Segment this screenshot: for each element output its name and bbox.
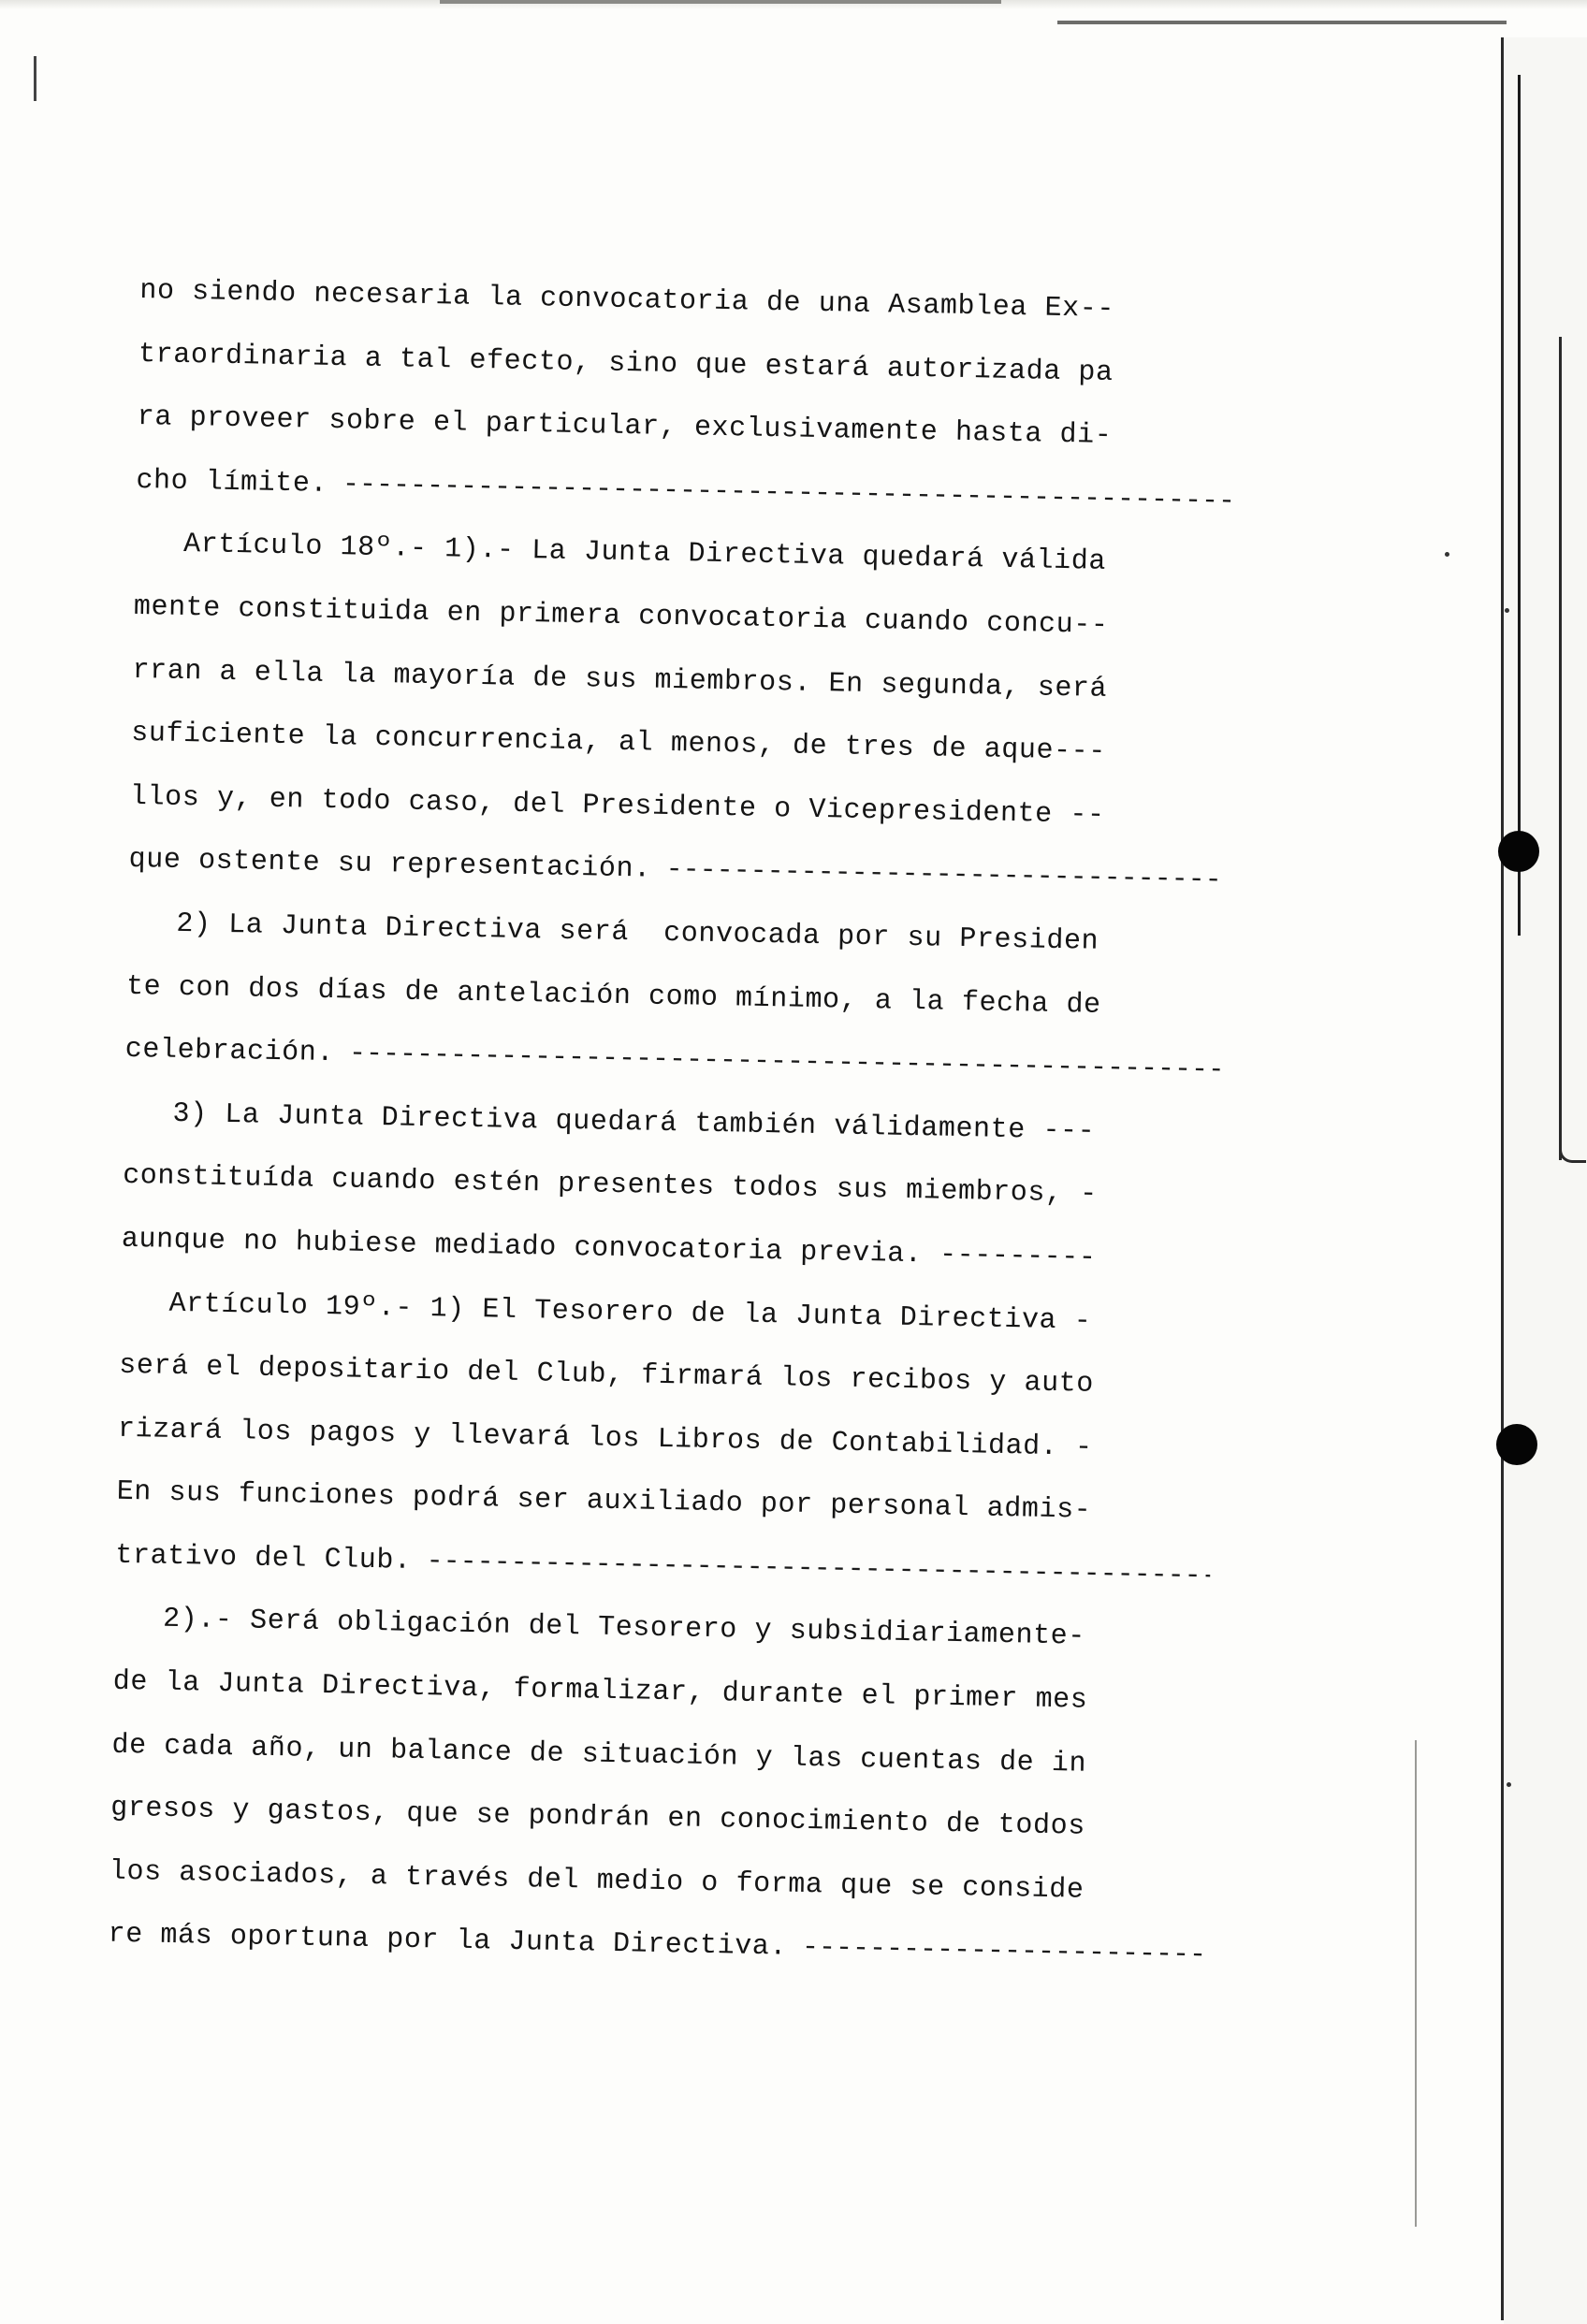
line-text: no siendo necesaria la convocatoria de una Asamblea Ex--	[139, 274, 1115, 326]
underlying-sheet	[1504, 37, 1587, 2324]
line-text: Artículo 18º.- 1).- La Junta Directiva quedará válida	[182, 529, 1107, 579]
punch-hole	[1498, 831, 1539, 872]
line-text: mente constituida en primera convocatoria cuando concu--	[133, 590, 1109, 642]
line-text: 3) La Junta Directiva quedará también válidamente ---	[172, 1097, 1096, 1148]
line-text: trativo del Club.	[115, 1539, 412, 1577]
margin-mark	[34, 56, 36, 101]
paper-top-shadow	[1057, 21, 1507, 24]
dash-filler	[801, 1917, 1203, 1988]
line-text: rran a ella la mayoría de sus miembros. En segunda, será	[132, 654, 1108, 705]
line-text: constituída cuando estén presentes todos sus miembros, -	[122, 1160, 1099, 1212]
document-body	[108, 260, 1235, 1988]
page-edge-line	[1501, 37, 1504, 2320]
paper-top-shadow	[440, 0, 1001, 4]
punch-hole	[1496, 1424, 1537, 1465]
binding-clip	[1559, 337, 1562, 1160]
line-text: gresos y gastos, que se pondrán en conocimiento de todos	[109, 1792, 1086, 1843]
line-text: Artículo 19º.- 1) El Tesorero de la Junta Directiva -	[168, 1287, 1092, 1338]
line-text: re más oportuna por la Junta Directiva.	[108, 1919, 788, 1965]
ink-speck	[1505, 608, 1509, 613]
line-text: 2) La Junta Directiva será convocada por su Presiden	[176, 908, 1099, 958]
line-text: aunque no hubiese mediado convocatoria previa. ---------	[121, 1223, 1097, 1274]
binding-clip	[1518, 75, 1521, 936]
line-text: llos y, en todo caso, del Presidente o Vicepresidente --	[129, 780, 1105, 832]
binding-clip-hook	[1559, 1104, 1586, 1163]
line-text: cho límite.	[136, 464, 328, 501]
dash-filler	[665, 839, 1224, 913]
line-text: rizará los pagos y llevará los Libros de Contabilidad. -	[117, 1413, 1093, 1464]
ink-speck	[1445, 552, 1449, 557]
line-text: ra proveer sobre el particular, exclusivamente hasta di-	[137, 401, 1113, 453]
line-text: En sus funciones podrá ser auxiliado por personal admis-	[116, 1476, 1092, 1528]
line-text: de cada año, un balance de situación y las cuentas de in	[111, 1729, 1087, 1780]
line-text: que ostente su representación.	[128, 844, 652, 886]
ink-speck	[1507, 1782, 1511, 1787]
line-text: celebración.	[124, 1033, 335, 1070]
line-text: suficiente la concurrencia, al menos, de tres de aque---	[130, 718, 1107, 769]
line-text: los asociados, a través del medio o forma que se conside	[109, 1855, 1085, 1907]
line-text: te con dos días de antelación como mínimo, a la fecha de	[125, 970, 1101, 1022]
line-text: 2).- Será obligación del Tesorero y subsidiariamente-	[162, 1604, 1086, 1654]
line-text: traordinaria a tal efecto, sino que estará autorizada pa	[138, 338, 1114, 389]
faint-edge-line	[1415, 1740, 1417, 2227]
line-text: de la Junta Directiva, formalizar, durante el primer mes	[112, 1665, 1088, 1717]
line-text: será el depositario del Club, firmará los recibos y auto	[118, 1349, 1095, 1401]
